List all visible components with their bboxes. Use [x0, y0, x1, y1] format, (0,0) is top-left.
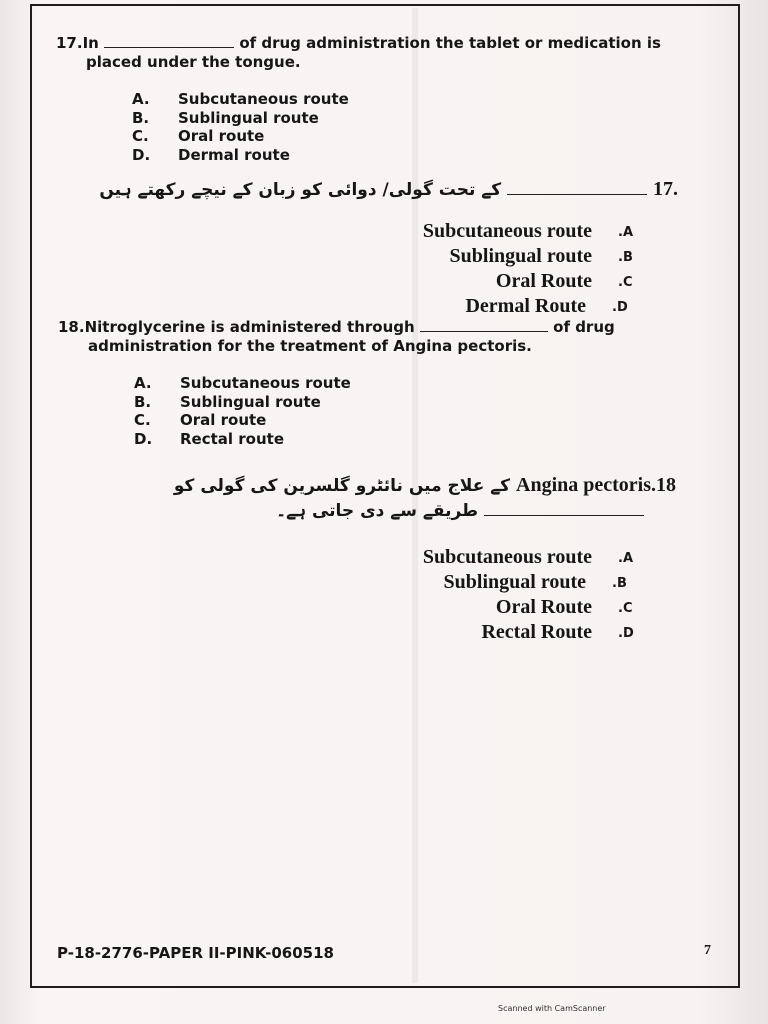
q18-option-d: D. Rectal route — [134, 429, 284, 448]
q18-urdu-option-d: Rectal Route .D — [481, 621, 634, 643]
question-17 — [56, 34, 661, 72]
q17-urdu-number: .17 — [653, 178, 678, 200]
q18-urdu-line2 — [144, 500, 644, 521]
question-18 — [58, 318, 615, 356]
paper-code: P-18-2776-PAPER II-PINK-060518 — [57, 944, 334, 962]
q17-options — [132, 90, 349, 164]
q18-urdu-text2: طریقے سے دی جاتی ہے۔ — [276, 501, 479, 521]
q17-urdu-blank — [507, 182, 647, 195]
q18-number: 18.Nitroglycerine is administered through — [58, 318, 415, 336]
q17-urdu-option-a: Subcutaneous route .A — [422, 220, 633, 242]
q17-urdu — [78, 178, 678, 201]
page-number: 7 — [704, 943, 711, 958]
q18-options — [134, 374, 351, 448]
q17-text: of drug administration the tablet or medication is — [239, 34, 661, 52]
q18-urdu-english: Angina pectoris.18 — [516, 474, 676, 496]
q18-urdu-option-c: Oral Route .C — [495, 596, 633, 618]
q18-option-a: A. Subcutaneous route — [134, 374, 351, 392]
q18-urdu-option-b: Sublingual route .B — [443, 571, 627, 593]
q18-option-c: C. Oral route — [134, 411, 267, 429]
q18-option-b: B. Sublingual route — [134, 392, 321, 411]
q17-blank — [104, 35, 234, 48]
q18-urdu-blank — [484, 503, 644, 516]
q18-text: of drug — [553, 318, 615, 336]
q17-urdu-option-c: Oral Route .C — [495, 270, 633, 292]
q18-urdu-text1: کے علاج میں نائٹرو گلسرین کی گولی کو — [173, 476, 511, 496]
q18-urdu-option-a: Subcutaneous route .A — [422, 546, 633, 568]
scanner-watermark: Scanned with CamScanner — [498, 1004, 606, 1013]
q17-option-b: B. Sublingual route — [132, 108, 319, 127]
q18-blank — [420, 319, 548, 332]
q17-option-a: A. Subcutaneous route — [132, 90, 349, 108]
q17-option-d: D. Dermal route — [132, 145, 290, 164]
q17-number: 17.In — [56, 34, 99, 52]
q17-text-line2: placed under the tongue. — [86, 53, 301, 71]
q18-text-line2: administration for the treatment of Angina pectoris. — [88, 337, 532, 355]
q18-urdu-line1 — [76, 474, 676, 497]
q17-urdu-option-d: Dermal Route .D — [465, 295, 628, 317]
q17-urdu-option-b: Sublingual route .B — [449, 245, 633, 267]
q17-option-c: C. Oral route — [132, 127, 265, 145]
q17-urdu-text: کے تحت گولی/ دوائی کو زبان کے نیچے رکھتے ہیں — [99, 180, 502, 200]
